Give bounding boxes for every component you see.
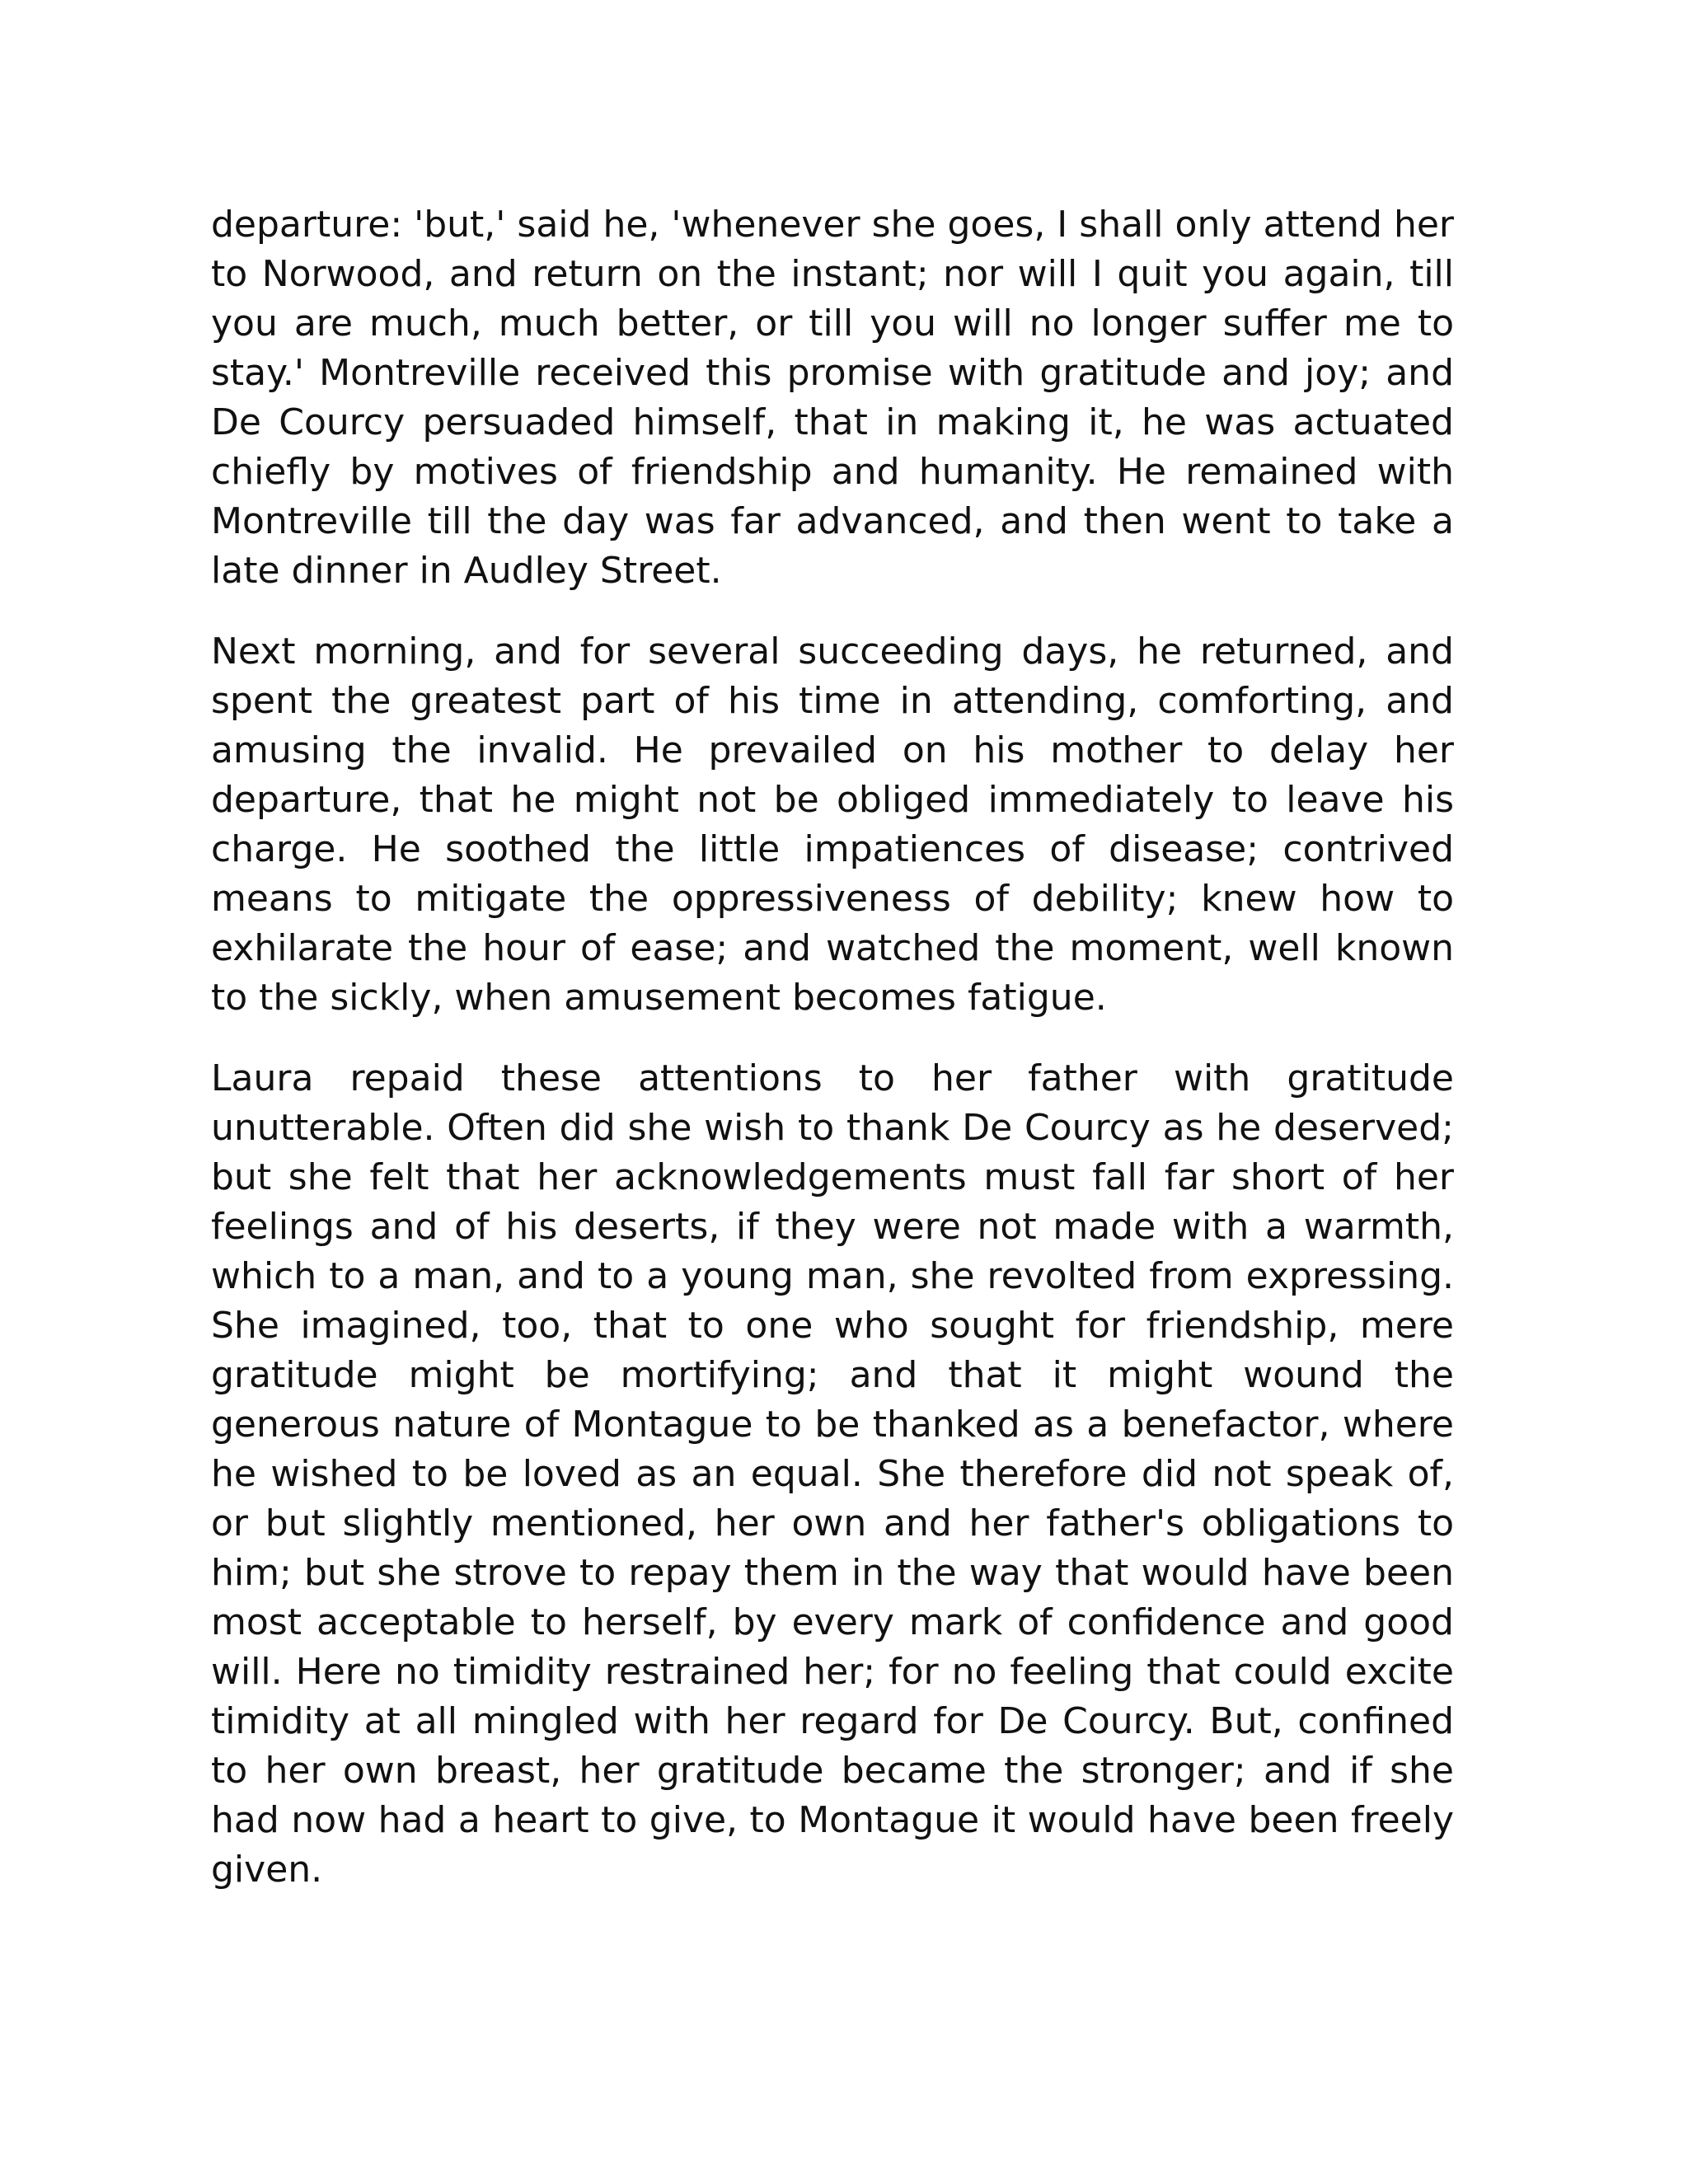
paragraph-2: Next morning, and for several succeeding days, he returned, and spent the greatest part of his time in attending, comforting, and amusing the invalid. He prevailed on his mother to delay her departure, that he might not be obliged immediately to leave his charge. He soothed the little impatiences of disease; contrived means to mitigate the oppressiveness of debility; knew how to exhilarate the hour of ease; and watched the moment, well known to the sickly, when amusement becomes fatigue. — [211, 630, 1454, 1019]
paragraph-1: departure: 'but,' said he, 'whenever she goes, I shall only attend her to Norwood, and return on the instant; nor will I quit you again, till you are much, much better, or till you will no longer suffer me to stay.' Montreville received this promise with gratitude and joy; and De Courcy persuaded himself, that in making it, he was actuated chiefly by motives of friendship and humanity. He remained with Montreville till the day was far advanced, and then went to take a late dinner in Audley Street. — [211, 204, 1454, 592]
body-text — [211, 200, 1454, 1926]
paragraph-3: Laura repaid these attentions to her father with gratitude unutterable. Often did she wish to thank De Courcy as he deserved; but she felt that her acknowledgements must fall far short of her feelings and of his deserts, if they were not made with a warmth, which to a man, and to a young man, she revolted from expressing. She imagined, too, that to one who sought for friendship, mere gratitude might be mortifying; and that it might wound the generous nature of Montague to be thanked as a benefactor, where he wished to be loved as an equal. She therefore did not speak of, or but slightly mentioned, her own and her father's obligations to him; but she strove to repay them in the way that would have been most acceptable to herself, by every mark of confidence and good will. Here no timidity restrained her; for no feeling that could excite timidity at all mingled with her regard for De Courcy. But, confined to her own breast, her gratitude became the stronger; and if she had now had a heart to give, to Montague it would have been freely given. — [211, 1057, 1454, 1891]
